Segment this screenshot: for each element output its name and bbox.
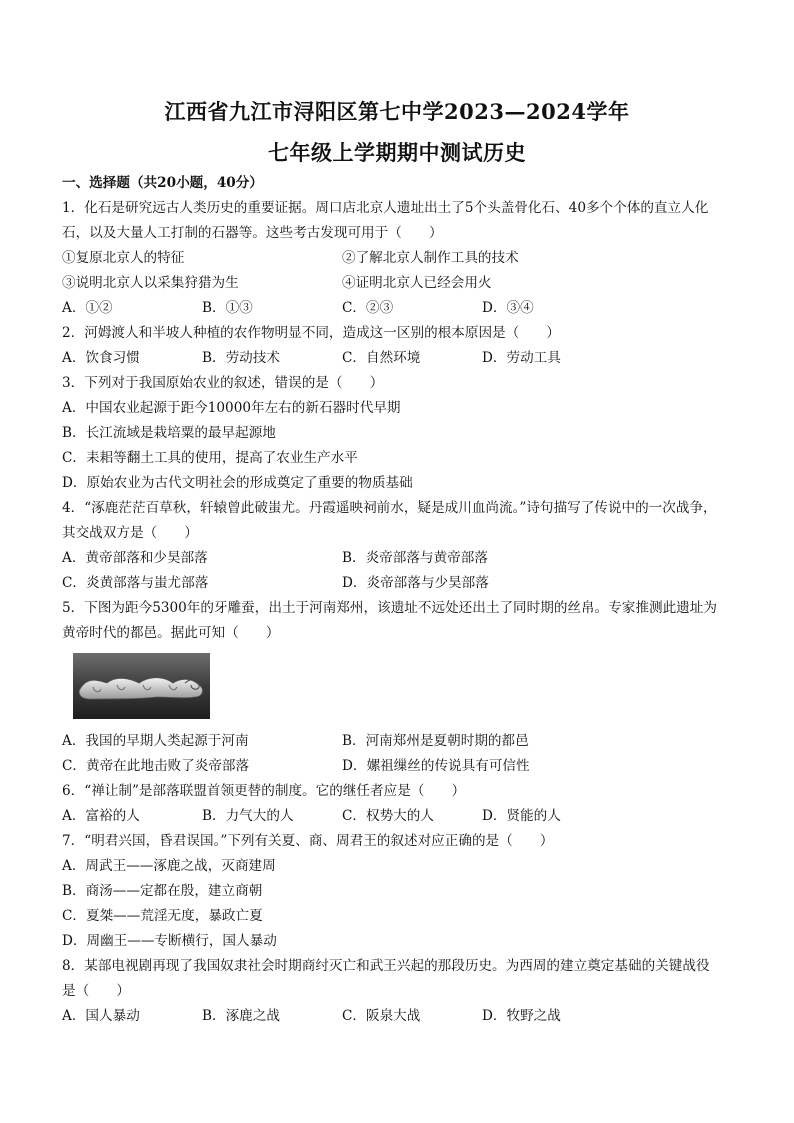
q5-option-c: C．黄帝在此地击败了炎帝部落 [62, 758, 250, 774]
q2-stem: 2．河姆渡人和半坡人种植的农作物明显不同，造成这一区别的根本原因是（ ） [62, 325, 561, 341]
q4-stem-line2: 其交战双方是（ ） [62, 525, 198, 541]
q3-option-a: A．中国农业起源于距今10000年左右的新石器时代早期 [62, 400, 401, 416]
q3-stem: 3．下列对于我国原始农业的叙述，错误的是（ ） [62, 375, 384, 391]
q8-option-d: D．牧野之战 [482, 1008, 561, 1024]
q6-stem: 6．“禅让制”是部落联盟首领更替的制度。它的继任者应是（ ） [62, 783, 466, 799]
q1-stem-line2: 石，以及大量人工打制的石器等。这些考古发现可用于（ ） [62, 225, 443, 241]
q3-option-b: B．长江流域是栽培粟的最早起源地 [62, 425, 276, 441]
q7-option-c: C．夏桀——荒淫无度，暴政亡夏 [62, 908, 263, 924]
q6-option-b: B．力气大的人 [202, 808, 294, 824]
q4-option-c: C．炎黄部落与蚩尤部落 [62, 575, 209, 591]
q7-option-d: D．周幽王——专断横行，国人暴动 [62, 933, 277, 949]
q8-option-a: A．国人暴动 [62, 1008, 140, 1024]
q1-option-b: B．①③ [202, 300, 253, 316]
q1-option-a: A．①② [62, 300, 113, 316]
q2-option-d: D．劳动工具 [482, 350, 561, 366]
q5-option-a: A．我国的早期人类起源于河南 [62, 733, 249, 749]
ivory-silkworm-image [73, 653, 210, 719]
q5-stem-line2: 黄帝时代的都邑。据此可知（ ） [62, 625, 280, 641]
q8-option-b: B．涿鹿之战 [202, 1008, 280, 1024]
q1-statement-3: ③说明北京人以采集狩猎为生 [62, 275, 239, 291]
q1-statement-1: ①复原北京人的特征 [62, 250, 185, 266]
q8-option-c: C．阪泉大战 [342, 1008, 421, 1024]
q6-option-d: D．贤能的人 [482, 808, 561, 824]
q3-option-d: D．原始农业为古代文明社会的形成奠定了重要的物质基础 [62, 475, 413, 491]
q6-option-a: A．富裕的人 [62, 808, 140, 824]
ivory-silkworm-photo [73, 653, 210, 719]
q4-option-a: A．黄帝部落和少昊部落 [62, 550, 208, 566]
q4-stem-line1: 4．“涿鹿茫茫百草秋，轩辕曾此破蚩尤。丹霞遥映祠前水，疑是成川血尚流。”诗句描写了传说中的一次战争， [62, 500, 717, 516]
q3-option-c: C．耒耜等翻土工具的使用，提高了农业生产水平 [62, 450, 358, 466]
q7-option-a: A．周武王——涿鹿之战，灭商建周 [62, 858, 276, 874]
q1-option-c: C．②③ [342, 300, 394, 316]
q2-option-c: C．自然环境 [342, 350, 421, 366]
q6-option-c: C．权势大的人 [342, 808, 434, 824]
q4-option-d: D．炎帝部落与少昊部落 [342, 575, 489, 591]
q2-option-a: A．饮食习惯 [62, 350, 140, 366]
exam-title-line1: 江西省九江市浔阳区第七中学2023—2024学年 [164, 99, 630, 124]
q2-option-b: B．劳动技术 [202, 350, 280, 366]
q1-stem-line1: 1．化石是研究远古人类历史的重要证据。周口店北京人遗址出土了5个头盖骨化石、40多个个体的直立人化 [62, 200, 709, 216]
exam-title-line2: 七年级上学期期中测试历史 [268, 140, 526, 165]
q5-option-d: D．嫘祖缫丝的传说具有可信性 [342, 758, 530, 774]
q4-option-b: B．炎帝部落与黄帝部落 [342, 550, 488, 566]
q7-stem: 7．“明君兴国，昏君误国。”下列有关夏、商、周君王的叙述对应正确的是（ ） [62, 833, 554, 849]
q8-stem-line1: 8．某部电视剧再现了我国奴隶社会时期商纣灭亡和武王兴起的那段历史。为西周的建立奠定基础的关键战役 [62, 958, 710, 974]
q5-option-b: B．河南郑州是夏朝时期的都邑 [342, 733, 529, 749]
q5-stem-line1: 5．下图为距今5300年的牙雕蚕，出土于河南郑州，该遗址不远处还出土了同时期的丝帛。专家推测此遗址为 [62, 600, 717, 616]
q1-statement-4: ④证明北京人已经会用火 [342, 275, 492, 291]
q1-option-d: D．③④ [482, 300, 534, 316]
q7-option-b: B．商汤——定都在殷，建立商朝 [62, 883, 263, 899]
q1-statement-2: ②了解北京人制作工具的技术 [342, 250, 519, 266]
q8-stem-line2: 是（ ） [62, 983, 130, 999]
section-heading: 一、选择题（共20小题，40分） [62, 175, 263, 191]
